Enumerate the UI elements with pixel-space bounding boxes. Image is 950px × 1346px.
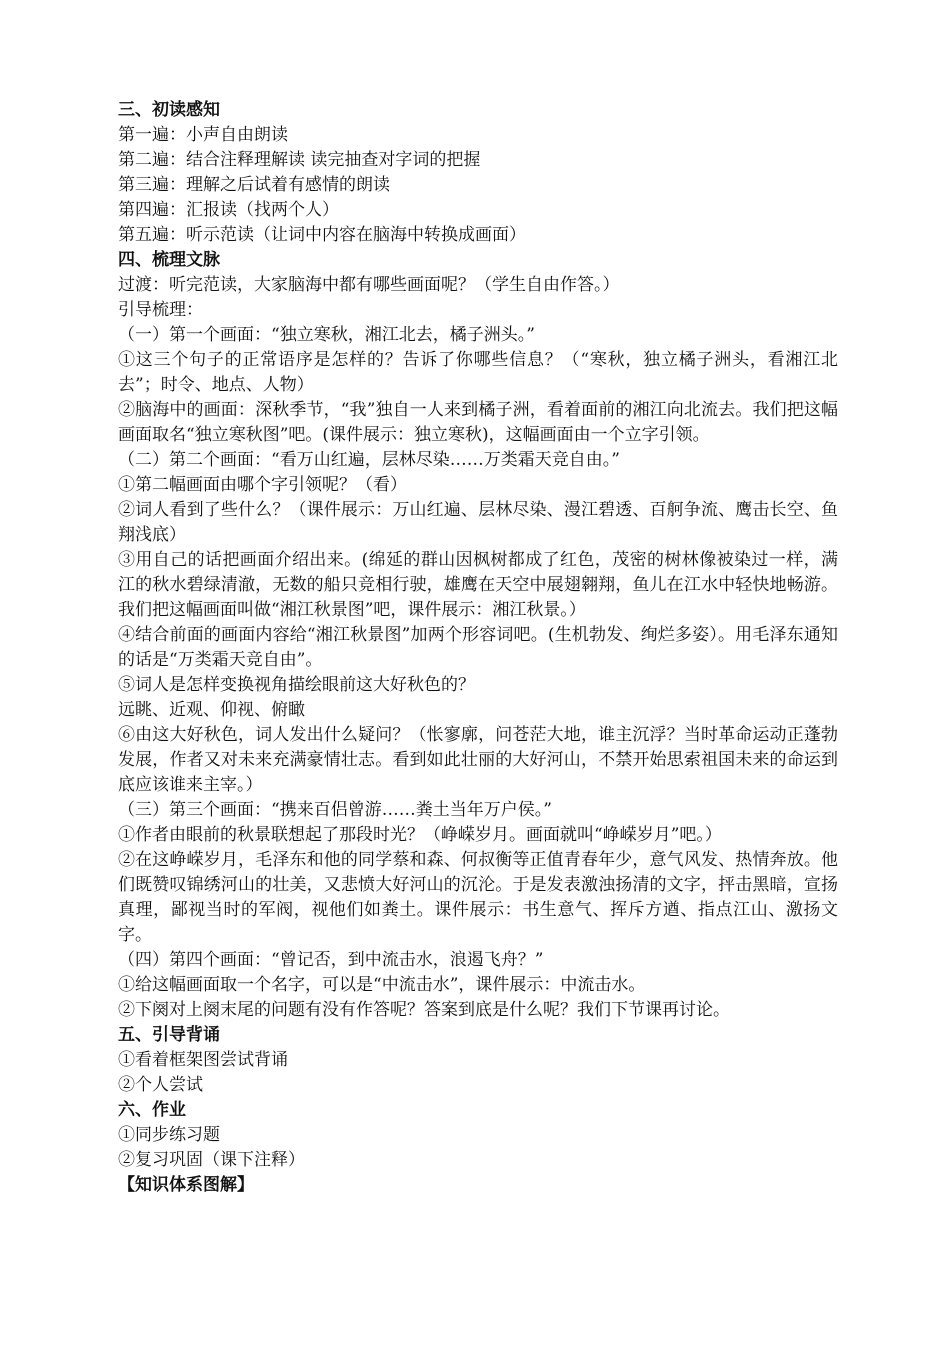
paragraph: ②脑海中的画面：深秋季节，“我”独自一人来到橘子洲，看着面前的湘江向北流去。我们把这幅画面取名“独立寒秋图”吧。(课件展示：独立寒秋)，这幅画面由一个立字引领。 xyxy=(118,400,838,445)
paragraph: ②词人看到了些什么？（课件展示：万山红遍、层林尽染、漫江碧透、百舸争流、鹰击长空、鱼翔浅底） xyxy=(118,500,838,545)
paragraph: ③用自己的话把画面介绍出来。(绵延的群山因枫树都成了红色，茂密的树林像被染过一样，满江的秋水碧绿清澈，无数的船只竞相行驶，雄鹰在天空中展翅翱翔，鱼儿在江水中轻快地畅游。我们把这幅画面叫做“湘江秋景图”吧，课件展示：湘江秋景。） xyxy=(118,550,838,620)
paragraph-line: ①作者由眼前的秋景联想起了那段时光？（峥嵘岁月。画面就叫“峥嵘岁月”吧。） xyxy=(118,825,722,845)
document-body xyxy=(118,98,838,1198)
paragraph-line: ②复习巩固（课下注释） xyxy=(118,1150,305,1170)
section-heading-knowledge-diagram: 【知识体系图解】 xyxy=(118,1175,254,1195)
paragraph-line: ①同步练习题 xyxy=(118,1125,220,1145)
paragraph-line: ②下阕对上阕末尾的问题有没有作答呢？答案到底是什么呢？我们下节课再讨论。 xyxy=(118,1000,730,1020)
paragraph-line: ②个人尝试 xyxy=(118,1075,203,1095)
paragraph-line: ⑤词人是怎样变换视角描绘眼前这大好秋色的？ xyxy=(118,675,475,695)
paragraph: ①这三个句子的正常语序是怎样的？告诉了你哪些信息？（“寒秋，独立橘子洲头，看湘江北去”；时令、地点、人物） xyxy=(118,350,838,395)
paragraph-line: （四）第四个画面：“曾记否，到中流击水，浪遏飞舟？” xyxy=(118,950,544,970)
paragraph: ⑥由这大好秋色，词人发出什么疑问？（怅寥廓，问苍茫大地，谁主沉浮？当时革命运动正蓬勃发展，作者又对未来充满豪情壮志。看到如此壮丽的大好河山，不禁开始思索祖国未来的命运到底应该谁来主宰。） xyxy=(118,725,838,795)
section-heading-initial-reading: 三、初读感知 xyxy=(118,100,220,120)
paragraph-line: ①给这幅画面取一个名字，可以是“中流击水”，课件展示：中流击水。 xyxy=(118,975,646,995)
paragraph-line: （二）第二个画面：“看万山红遍，层林尽染……万类霜天竞自由。” xyxy=(118,450,620,470)
section-heading-recitation: 五、引导背诵 xyxy=(118,1025,220,1045)
paragraph-line: （一）第一个画面：“独立寒秋，湘江北去，橘子洲头。” xyxy=(118,325,535,345)
paragraph-line: ①看着框架图尝试背诵 xyxy=(118,1050,288,1070)
paragraph-line: 第四遍：汇报读（找两个人） xyxy=(118,200,339,220)
paragraph-line: 第一遍：小声自由朗读 xyxy=(118,125,288,145)
section-heading-context: 四、梳理文脉 xyxy=(118,250,220,270)
paragraph-line: 第五遍：听示范读（让词中内容在脑海中转换成画面） xyxy=(118,225,526,245)
paragraph: ②在这峥嵘岁月，毛泽东和他的同学蔡和森、何叔衡等正值青春年少，意气风发、热情奔放。他们既赞叹锦绣河山的壮美，又悲愤大好河山的沉沦。于是发表激浊扬清的文字，抨击黑暗，宣扬真理，鄙视当时的军阀，视他们如粪土。课件展示：书生意气、挥斥方遒、指点江山、激扬文字。 xyxy=(118,850,838,945)
paragraph: ④结合前面的画面内容给“湘江秋景图”加两个形容词吧。(生机勃发、绚烂多姿）。用毛泽东通知的话是“万类霜天竞自由”。 xyxy=(118,625,838,670)
paragraph-line: （三）第三个画面：“携来百侣曾游……粪土当年万户侯。” xyxy=(118,800,552,820)
paragraph-line: 过渡：听完范读，大家脑海中都有哪些画面呢？（学生自由作答。） xyxy=(118,275,620,295)
section-heading-homework: 六、作业 xyxy=(118,1100,186,1120)
paragraph-line: 第二遍：结合注释理解读 读完抽查对字词的把握 xyxy=(118,150,481,170)
paragraph-line: ①第二幅画面由哪个字引领呢？（看） xyxy=(118,475,407,495)
paragraph-line: 第三遍：理解之后试着有感情的朗读 xyxy=(118,175,390,195)
paragraph-line: 远眺、近观、仰视、俯瞰 xyxy=(118,700,305,720)
paragraph-line: 引导梳理： xyxy=(118,300,203,320)
